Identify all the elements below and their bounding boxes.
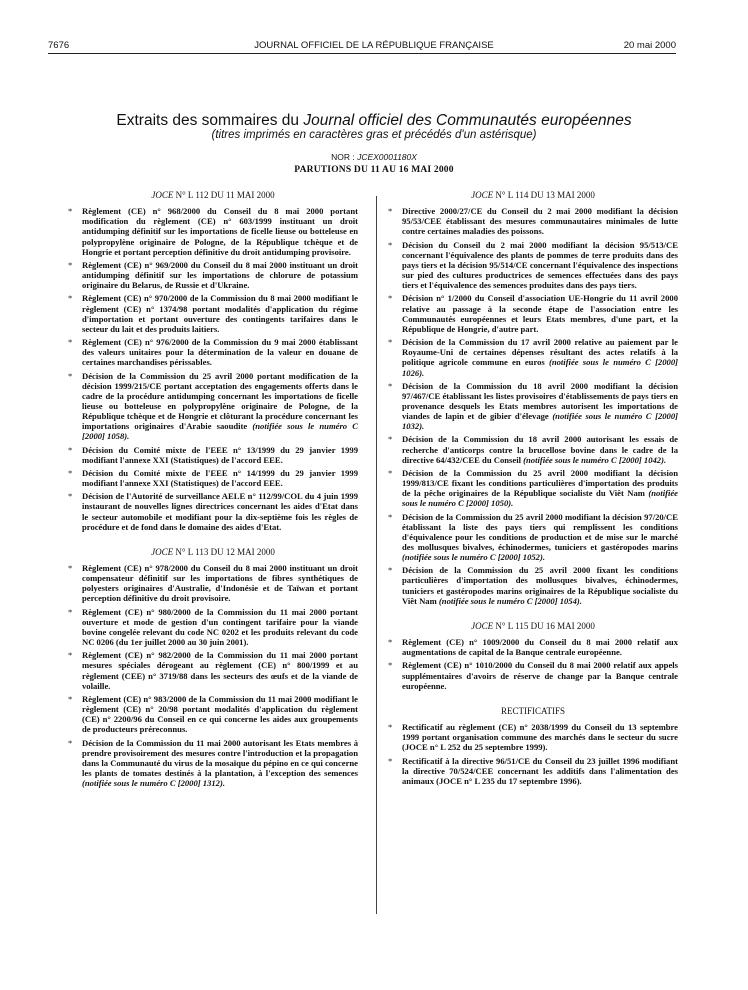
entry-text: Décision de la Commission du 18 avril 2000 modifiant la décision 97/467/CE établissant les listes provisoires d'établissements de pays tiers en provenance desquels les Etats membres autorisent les importations de viandes de lapin et de gibier d'élevage: [402, 380, 678, 422]
section-list-l115: [388, 637, 678, 691]
summary-entry: [388, 381, 678, 432]
journal-name: JOURNAL OFFICIEL DE LA RÉPUBLIQUE FRANÇAISE: [254, 40, 494, 51]
summary-entry: [388, 434, 678, 464]
entry-notification-note: (notifiée sous le numéro C [2000] 1054).: [438, 595, 582, 606]
summary-entry: [388, 637, 678, 657]
section-list-l114: [388, 206, 678, 606]
summary-entry: [68, 337, 358, 367]
entry-text: Décision du Comité mixte de l'EEE n° 13/1999 du 29 janvier 1999 modifiant l'annexe XXI (Statistiques) de l'accord EEE.: [82, 444, 358, 465]
entry-text: Règlement (CE) n° 1010/2000 du Conseil du 8 mai 2000 relatif aux appels supplémentaires d'avoirs de réserve de change par la Banque centrale européenne.: [402, 660, 678, 691]
section-heading-l115: JOCE N° L 115 DU 16 MAI 2000: [471, 620, 595, 631]
entry-text: Règlement (CE) n° 1009/2000 du Conseil du 8 mai 2000 relatif aux augmentations de capital de la Banque centrale européenne.: [402, 637, 678, 658]
asterisk-marker: *: [388, 722, 393, 733]
summary-entry: [388, 206, 678, 236]
nor-code: JCEX0001180X: [357, 152, 417, 162]
entry-notification-note: (notifiée sous le numéro C [2000] 1052).: [402, 552, 545, 563]
summary-entry: [388, 722, 678, 752]
entry-text: Décision de la Commission du 17 avril 2000 relative au paiement par le Royaume-Uni de certaines dépenses résultant des actes relatifs à la politique agricole commune en euros: [402, 337, 678, 368]
entry-text: Directive 2000/27/CE du Conseil du 2 mai 2000 modifiant la décision 95/53/CEE établissant des mesures communautaires minimales de lutte contre certaines maladies des poissons.: [402, 206, 678, 237]
asterisk-marker: *: [68, 737, 73, 748]
entry-text: Décision de la Commission du 18 avril 2000 autorisant les essais de recherche d'anticorps contre la brucellose bovine dans le cadre de la directive 64/432/CEE du Conseil: [402, 434, 678, 465]
summary-entry: [68, 260, 358, 290]
summary-entry: [68, 694, 358, 735]
entry-text: Règlement (CE) n° 980/2000 de la Commission du 11 mai 2000 portant ouverture et mode de gestion d'un contingent tarifaire pour la viande bovine congelée relevant du code NC 0202 et les produits relevant du code NC 0206 (du 1er juillet 2000 au 30 juin 2001).: [82, 606, 358, 648]
summary-entry: [388, 756, 678, 786]
entry-notification-note: (notifiée sous le numéro C [2000] 1042).: [523, 454, 667, 465]
entry-notification-note: (notifiée sous le numéro C [2000] 1026).: [402, 357, 678, 378]
asterisk-marker: *: [68, 370, 73, 381]
summary-entry: [68, 371, 358, 442]
summary-entry: [388, 468, 678, 509]
entry-notification-note: (notifiée sous le numéro C [2000] 1032).: [402, 411, 678, 432]
section-heading-rectificatifs: RECTIFICATIFS: [500, 705, 565, 716]
asterisk-marker: *: [388, 380, 393, 391]
asterisk-marker: *: [68, 293, 73, 304]
entry-text: Règlement (CE) n° 976/2000 de la Commission du 9 mai 2000 établissant des valeurs unitaires pour la détermination de la valeur en douane de certaines marchandises périssables.: [82, 337, 358, 368]
asterisk-marker: *: [68, 491, 73, 502]
summary-entry: [388, 660, 678, 690]
entry-text: Règlement (CE) n° 982/2000 de la Commission du 11 mai 2000 portant mesures spéciales dérogeant au règlement (CE) n° 800/1999 et au règlement (CEE) n° 3719/88 dans les secteurs des œufs et de la viande de volaille.: [82, 650, 358, 691]
summary-entry: [68, 445, 358, 465]
summary-entry: [68, 293, 358, 334]
summary-entry: [388, 565, 678, 606]
asterisk-marker: *: [388, 755, 393, 766]
asterisk-marker: *: [68, 444, 73, 455]
summary-entry: [68, 607, 358, 648]
entry-text: Rectificatif à la directive 96/51/CE du Conseil du 23 juillet 1996 modifiant la directive 70/524/CEE concernant les additifs dans l'alimentation des animaux (JOCE n° L 235 du 17 septembre 1996).: [402, 755, 678, 786]
entry-text: Décision du Comité mixte de l'EEE n° 14/1999 du 29 janvier 1999 modifiant l'annexe XXI (Statistiques) de l'accord EEE.: [82, 467, 358, 489]
asterisk-marker: *: [388, 434, 393, 445]
right-column: [388, 190, 678, 789]
section-heading-l112: JOCE N° L 112 DU 11 MAI 2000: [151, 190, 275, 200]
asterisk-marker: *: [68, 606, 73, 617]
asterisk-marker: *: [68, 650, 73, 661]
asterisk-marker: *: [388, 467, 393, 478]
running-header: [0, 40, 748, 54]
title-journal: Journal officiel des Communautés européennes: [303, 112, 632, 129]
page-title: Extraits des sommaires du Journal officiel des Communautés européennes: [116, 112, 632, 129]
section-list-l112: [68, 206, 358, 532]
entry-text: Règlement (CE) n° 983/2000 de la Commission du 11 mai 2000 modifiant le règlement (CE) n° 20/98 portant modalités d'application du règlement (CE) n° 2200/96 du Conseil en ce qui concerne les aides aux groupements de producteurs préreconnus.: [82, 693, 358, 735]
summary-entry: [68, 563, 358, 604]
asterisk-marker: *: [68, 337, 73, 348]
parutions-heading: PARUTIONS DU 11 AU 16 MAI 2000: [294, 165, 454, 175]
summary-entry: [388, 337, 678, 378]
left-column: [68, 190, 358, 791]
asterisk-marker: *: [388, 239, 393, 250]
entry-text: Décision de la Commission du 11 mai 2000 autorisant les Etats membres à prendre provisoirement des mesures contre l'introduction et la propagation dans la Communauté du virus de la mosaïque du pépino en ce qui concerne les plants de tomates destinés à la plantation, à l'exception des semences: [82, 737, 358, 778]
entry-text: Règlement (CE) n° 968/2000 du Conseil du 8 mai 2000 portant modification du règlement (CE) n° 603/1999 instituant un droit antidumping définitif sur les importations de ficelle lieuse ou botteleuse en polypropylène originaire de Pologne, de la République tchèque et de Hongrie et portant perception définitive du droit antidumping provisoire.: [82, 206, 358, 257]
entry-text: Décision de la Commission du 25 avril 2000 portant modification de la décision 1999/215/CE portant acceptation des engagements offerts dans le cadre de la procédure antidumping concernant les importations de ficelle lieuse ou botteleuse en polypropylène originaire de Pologne, de la République tchèque et de Hongrie et clôturant la procédure concernant les importations originaires d'Arabie saoudite: [82, 370, 358, 432]
entry-notification-note: (notifiée sous le numéro C [2000] 1050).: [402, 488, 678, 509]
entry-text: Rectificatif au règlement (CE) n° 2038/1999 du Conseil du 13 septembre 1999 portant organisation commune des marchés dans le secteur du sucre (JOCE n° L 252 du 25 septembre 1999).: [402, 722, 678, 753]
section-list-rectificatifs: [388, 722, 678, 786]
nor-reference: NOR : JCEX0001180X: [331, 152, 417, 162]
asterisk-marker: *: [68, 563, 73, 573]
section-heading-l114: JOCE N° L 114 DU 13 MAI 2000: [471, 190, 595, 200]
asterisk-marker: *: [68, 467, 73, 478]
header-rule: [48, 53, 676, 54]
asterisk-marker: *: [388, 637, 393, 648]
summary-entry: [68, 738, 358, 789]
entry-notification-note: (notifiée sous le numéro C [2000] 1312).: [82, 778, 225, 789]
entry-text: Décision de l'Autorité de surveillance AELE n° 112/99/COL du 4 juin 1999 instaurant de nouvelles lignes directrices concernant les aides d'Etat dans le secteur automobile et modifiant pour la dix-septième fois les règles de procédure et de fond dans le domaine des aides d'Etat.: [82, 491, 358, 532]
asterisk-marker: *: [388, 660, 393, 671]
summary-entry: [68, 491, 358, 532]
summary-entry: [388, 293, 678, 334]
summary-entry: [68, 650, 358, 691]
section-list-l113: [68, 563, 358, 788]
summary-entry: [68, 206, 358, 257]
entry-text: Décision du Conseil du 2 mai 2000 modifiant la décision 95/513/CE concernant l'équivalence des plants de pommes de terre produits dans des pays tiers et la décision 95/514/CE concernant l'équivalence des inspections sur pied des cultures productrices de semences effectuées dans des pays tiers et l'équivalence des semences produites dans des pays tiers.: [402, 239, 678, 291]
asterisk-marker: *: [388, 293, 393, 304]
asterisk-marker: *: [388, 337, 393, 348]
section-heading-l113: JOCE N° L 113 DU 12 MAI 2000: [151, 546, 275, 557]
entry-text: Décision de la Commission du 25 avril 2000 fixant les conditions particulières d'importation des mollusques bivalves, échinodermes, tuniciers et gastéropodes marins originaires de la République socialiste du Viêt Nam: [402, 565, 678, 606]
column-divider: [376, 196, 377, 914]
entry-text: Décision de la Commission du 25 avril 2000 modifiant la décision 1999/813/CE fixant les conditions particulières d'importation des produits de la pêche originaires de la République socialiste du Viêt Nam: [402, 467, 678, 499]
asterisk-marker: *: [388, 565, 393, 576]
asterisk-marker: *: [68, 693, 73, 704]
summary-entry: [388, 240, 678, 291]
entry-text: Règlement (CE) n° 970/2000 de la Commission du 8 mai 2000 modifiant le règlement (CE) n° 1374/98 portant modalités d'application du régime d'importation et portant ouverture des contingents tarifaires dans le secteur du lait et des produits laitiers.: [82, 293, 358, 334]
asterisk-marker: *: [68, 206, 73, 217]
asterisk-marker: *: [388, 511, 393, 522]
entry-text: Décision de la Commission du 25 avril 2000 modifiant la décision 97/20/CE établissant la liste des pays tiers qui remplissent les conditions d'équivalence pour les conditions de production et de mise sur le marché des mollusques bivalves, échinodermes, tuniciers et gastéropodes marins: [402, 511, 678, 552]
entry-text: Règlement (CE) n° 969/2000 du Conseil du 8 mai 2000 instituant un droit antidumping définitif sur les importations de chlorure de potassium originaire du Belarus, de Russie et d'Ukraine.: [82, 259, 358, 291]
asterisk-marker: *: [68, 259, 73, 270]
entry-text: Règlement (CE) n° 978/2000 du Conseil du 8 mai 2000 instituant un droit compensateur définitif sur les importations de fibres synthétiques de polyesters originaires d'Australie, d'Indonésie et de Taïwan et portant perception définitive du droit provisoire.: [82, 563, 358, 604]
page-number: 7676: [48, 40, 70, 51]
summary-entry: [388, 512, 678, 563]
entry-text: Décision n° 1/2000 du Conseil d'association UE-Hongrie du 11 avril 2000 relative au passage à la seconde étape de l'association entre les Communautés européennes et leurs Etats membres, d'une part, et la République de Hongrie, d'autre part.: [402, 293, 678, 334]
issue-date: 20 mai 2000: [623, 40, 676, 51]
asterisk-marker: *: [388, 206, 393, 217]
page-subtitle: (titres imprimés en caractères gras et précédés d'un astérisque): [211, 129, 537, 141]
summary-entry: [68, 468, 358, 488]
entry-notification-note: (notifiée sous le numéro C [2000] 1058).: [82, 421, 358, 442]
